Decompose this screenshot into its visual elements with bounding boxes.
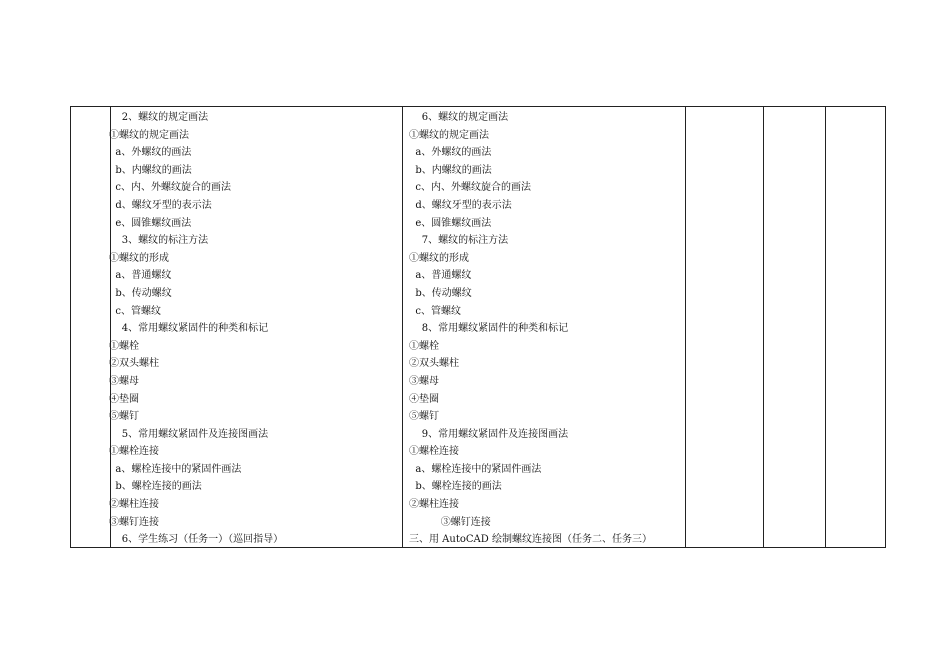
column-divider bbox=[825, 107, 826, 547]
content-line: ①螺纹的形成 bbox=[109, 252, 169, 264]
content-line: 三、用 AutoCAD 绘制螺纹连接图（任务二、任务三） bbox=[409, 534, 652, 546]
content-line: ①螺栓连接 bbox=[109, 446, 159, 458]
content-line: b、内螺纹的画法 bbox=[109, 164, 192, 176]
lesson-table bbox=[70, 106, 886, 548]
content-line: 7、螺纹的标注方法 bbox=[409, 235, 509, 247]
content-line: c、内、外螺纹旋合的画法 bbox=[409, 182, 531, 194]
content-line: ③螺钉连接 bbox=[409, 516, 491, 528]
content-line: 6、学生练习（任务一）（巡回指导） bbox=[109, 534, 284, 546]
content-line: ①螺纹的规定画法 bbox=[109, 129, 189, 141]
column-divider bbox=[685, 107, 686, 547]
content-line: a、外螺纹的画法 bbox=[409, 147, 492, 159]
content-line: ①螺纹的规定画法 bbox=[409, 129, 489, 141]
content-line: d、螺纹牙型的表示法 bbox=[109, 199, 212, 211]
content-line: 6、螺纹的规定画法 bbox=[409, 112, 509, 123]
content-line: a、螺栓连接中的紧固件画法 bbox=[109, 463, 242, 475]
content-line: ④垫圈 bbox=[109, 393, 139, 405]
content-line: ②螺柱连接 bbox=[409, 499, 459, 511]
content-line: ①螺纹的形成 bbox=[409, 252, 469, 264]
content-line: e、圆锥螺纹画法 bbox=[409, 217, 492, 229]
content-line: ④垫圈 bbox=[409, 393, 439, 405]
content-line: c、管螺纹 bbox=[109, 305, 161, 317]
content-line: ①螺栓 bbox=[109, 340, 139, 352]
content-line: ③螺母 bbox=[109, 375, 139, 387]
content-line: c、管螺纹 bbox=[409, 305, 461, 317]
content-line: b、螺栓连接的画法 bbox=[409, 481, 502, 493]
content-line: e、圆锥螺纹画法 bbox=[109, 217, 192, 229]
content-line: b、传动螺纹 bbox=[109, 287, 172, 299]
content-line: b、传动螺纹 bbox=[409, 287, 472, 299]
right-content-column bbox=[409, 109, 652, 549]
column-divider bbox=[402, 107, 403, 547]
content-line: ②螺柱连接 bbox=[109, 499, 159, 511]
content-line: ⑤螺钉 bbox=[109, 411, 139, 423]
left-content-column bbox=[109, 109, 283, 549]
content-line: 4、常用螺纹紧固件的种类和标记 bbox=[109, 323, 269, 335]
content-line: ②双头螺柱 bbox=[409, 358, 459, 370]
content-line: ①螺栓 bbox=[409, 340, 439, 352]
content-line: a、普通螺纹 bbox=[109, 270, 172, 282]
content-line: a、外螺纹的画法 bbox=[109, 147, 192, 159]
content-line: 8、常用螺纹紧固件的种类和标记 bbox=[409, 323, 569, 335]
content-line: 5、常用螺纹紧固件及连接图画法 bbox=[109, 428, 269, 440]
content-line: 3、螺纹的标注方法 bbox=[109, 235, 209, 247]
content-line: a、普通螺纹 bbox=[409, 270, 472, 282]
content-line: c、内、外螺纹旋合的画法 bbox=[109, 182, 231, 194]
column-divider bbox=[763, 107, 764, 547]
content-line: ①螺栓连接 bbox=[409, 446, 459, 458]
content-line: b、螺栓连接的画法 bbox=[109, 481, 202, 493]
content-line: b、内螺纹的画法 bbox=[409, 164, 492, 176]
content-line: 2、螺纹的规定画法 bbox=[109, 112, 209, 123]
content-line: ②双头螺柱 bbox=[109, 358, 159, 370]
content-line: ③螺母 bbox=[409, 375, 439, 387]
content-line: ⑤螺钉 bbox=[409, 411, 439, 423]
content-line: a、螺栓连接中的紧固件画法 bbox=[409, 463, 542, 475]
content-line: 9、常用螺纹紧固件及连接图画法 bbox=[409, 428, 569, 440]
content-line: ③螺钉连接 bbox=[109, 516, 159, 528]
content-line: d、螺纹牙型的表示法 bbox=[409, 199, 512, 211]
